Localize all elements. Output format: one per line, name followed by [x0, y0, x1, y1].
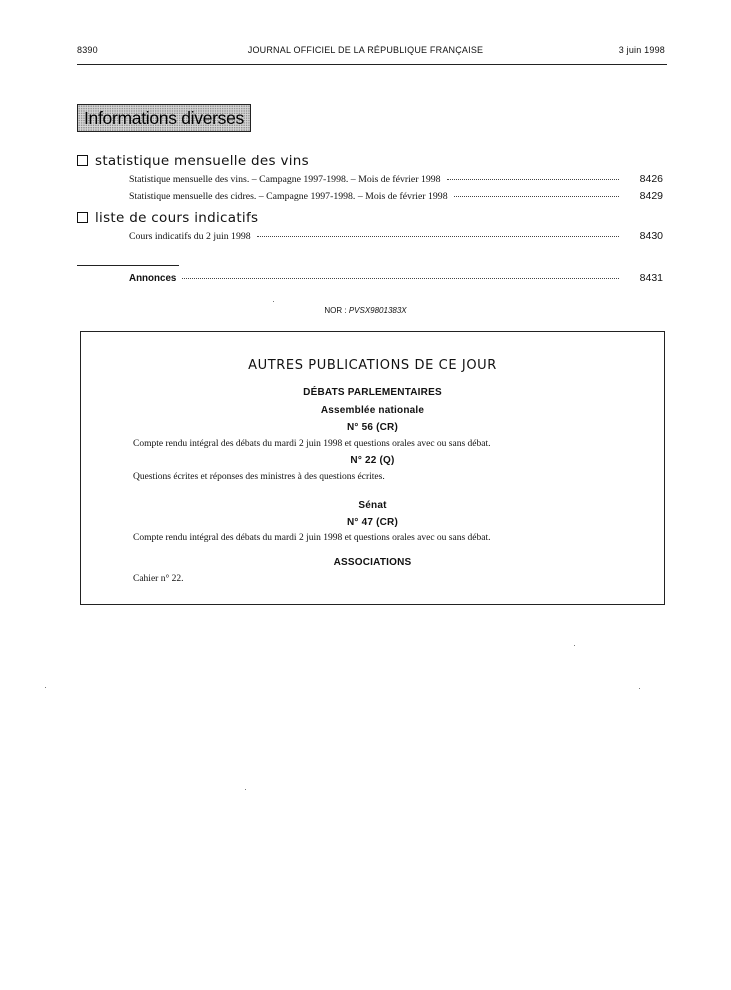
- issue-number: N° 47 (CR): [346, 517, 398, 528]
- short-divider: [77, 265, 179, 266]
- scan-speck: [245, 789, 246, 790]
- section-heading-label: liste de cours indicatifs: [95, 210, 259, 226]
- annonces-label: Annonces: [129, 273, 177, 284]
- checkbox-icon: [77, 212, 88, 223]
- toc-entry-text: Statistique mensuelle des cidres. – Campagne 1997-1998. – Mois de février 1998: [129, 191, 448, 202]
- nor-label: NOR :: [324, 306, 347, 315]
- toc-entry-annonces[interactable]: [129, 272, 665, 284]
- toc-entry-page: 8429: [639, 190, 663, 202]
- scan-speck: [45, 687, 46, 688]
- issue-number: N° 22 (Q): [350, 455, 395, 466]
- publications-title: AUTRES PUBLICATIONS DE CE JOUR: [248, 358, 497, 373]
- associations-description: Cahier n° 22.: [133, 574, 184, 584]
- section-heading-cours: [77, 210, 258, 226]
- annonces-page: 8431: [639, 272, 663, 284]
- associations-heading: ASSOCIATIONS: [333, 557, 412, 568]
- debats-heading: DÉBATS PARLEMENTAIRES: [303, 387, 442, 398]
- issue-date: 3 juin 1998: [618, 45, 665, 55]
- senat-heading: Sénat: [358, 500, 387, 511]
- toc-entry-page: 8430: [639, 230, 663, 242]
- section-heading-vins: [77, 153, 309, 169]
- toc-entry[interactable]: [129, 173, 665, 185]
- nor-reference: [0, 306, 731, 315]
- issue-description: Questions écrites et réponses des ministres à des questions écrites.: [133, 472, 385, 482]
- dot-leader: [182, 278, 619, 279]
- other-publications-box: [80, 331, 665, 605]
- dot-leader: [454, 196, 619, 197]
- section-banner: Informations diverses: [77, 104, 251, 132]
- header-divider: [77, 64, 667, 65]
- journal-title: JOURNAL OFFICIEL DE LA RÉPUBLIQUE FRANÇAISE: [247, 45, 484, 55]
- toc-entry[interactable]: [129, 230, 665, 242]
- section-heading-label: statistique mensuelle des vins: [95, 153, 309, 169]
- scan-speck: [273, 301, 274, 302]
- scan-speck: [639, 688, 640, 689]
- issue-number: N° 56 (CR): [346, 422, 398, 433]
- nor-code: PVSX9801383X: [348, 306, 407, 315]
- dot-leader: [447, 179, 619, 180]
- toc-entry-text: Cours indicatifs du 2 juin 1998: [129, 231, 251, 242]
- dot-leader: [257, 236, 619, 237]
- toc-entry[interactable]: [129, 190, 665, 202]
- checkbox-icon: [77, 155, 88, 166]
- scan-speck: [574, 645, 575, 646]
- assemblee-heading: Assemblée nationale: [320, 405, 425, 416]
- toc-entry-page: 8426: [639, 173, 663, 185]
- toc-entry-text: Statistique mensuelle des vins. – Campagne 1997-1998. – Mois de février 1998: [129, 174, 441, 185]
- issue-description: Compte rendu intégral des débats du mardi 2 juin 1998 et questions orales avec ou sans débat.: [133, 439, 491, 449]
- page-number: 8390: [77, 45, 98, 55]
- issue-description: Compte rendu intégral des débats du mardi 2 juin 1998 et questions orales avec ou sans débat.: [133, 533, 491, 543]
